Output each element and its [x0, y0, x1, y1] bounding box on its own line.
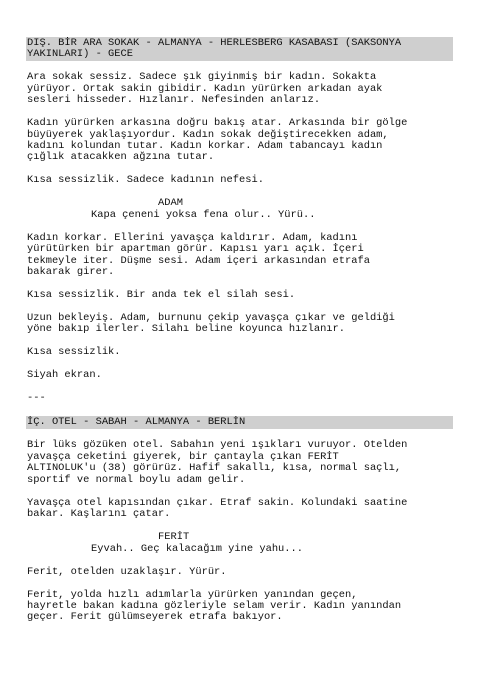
- action-paragraph: Uzun bekleyiş. Adam, burnunu çekip yavaşça çıkar ve geldiği yöne bakıp ilerler. Silahı beline koyunca hızlanır.: [27, 312, 395, 336]
- character-name: FERİT: [158, 531, 190, 544]
- action-paragraph: Bir lüks gözüken otel. Sabahın yeni ışıkları vuruyor. Otelden yavaşça ceketini giyerek, bir çantayla çıkan FERİT ALTINOLUK'u (38) görürüz. Hafif sakallı, kısa, normal saçlı, sportif ve normal boylu adam gelir.: [27, 439, 408, 486]
- action-paragraph: Kısa sessizlik.: [27, 346, 121, 359]
- scene-heading: İÇ. OTEL - SABAH - ALMANYA - BERLİN: [26, 416, 453, 428]
- dialogue-line: Kapa çeneni yoksa fena olur.. Yürü..: [91, 208, 316, 221]
- action-paragraph: Yavaşça otel kapısından çıkar. Etraf sakin. Kolundaki saatine bakar. Kaşlarını çatar.: [27, 496, 408, 521]
- character-name: ADAM: [158, 197, 183, 210]
- action-paragraph: Ferit, otelden uzaklaşır. Yürür.: [27, 565, 227, 578]
- dialogue-line: Eyvah.. Geç kalacağım yine yahu...: [91, 542, 304, 555]
- action-paragraph: Siyah ekran.: [27, 369, 102, 382]
- action-paragraph: Kısa sessizlik. Bir anda tek el silah sesi.: [27, 289, 296, 302]
- action-paragraph: Ara sokak sessiz. Sadece şık giyinmiş bir kadın. Sokakta yürüyor. Ortak sakin gibidir. Kadın yürürken arkadan ayak sesleri hisseder. Hızlanır. Nefesinden anlarız.: [27, 71, 383, 107]
- action-paragraph: Kadın korkar. Ellerini yavaşça kaldırır. Adam, kadını yürütürken bir apartman görür. Kapısı yarı açık. İçeri tekmeyle iter. Düşme sesi. Adam içeri arkasından etrafa bakarak girer.: [27, 231, 370, 279]
- action-paragraph: Kısa sessizlik. Sadece kadının nefesi.: [27, 174, 264, 187]
- scene-separator: ---: [27, 392, 46, 405]
- scene-heading: DIŞ. BİR ARA SOKAK - ALMANYA - HERLESBERG KASABASI (SAKSONYA YAKINLARI) - GECE: [26, 37, 453, 61]
- action-paragraph: Kadın yürürken arkasına doğru bakış atar. Arkasında bir gölge büyüyerek yaklaşıyordur. Kadın sokak değiştirecekken adam, kadını kolundan tutar. Kadın korkar. Adam tabancayı kadın çığlık atacakken ağzına tutar.: [27, 117, 408, 164]
- screenplay-page: [27, 37, 453, 624]
- action-paragraph: Ferit, yolda hızlı adımlarla yürürken yanından geçen, hayretle bakan kadına gözleriyle selam verir. Kadın yanından geçer. Ferit gülümseyerek etrafa bakıyor.: [27, 588, 402, 624]
